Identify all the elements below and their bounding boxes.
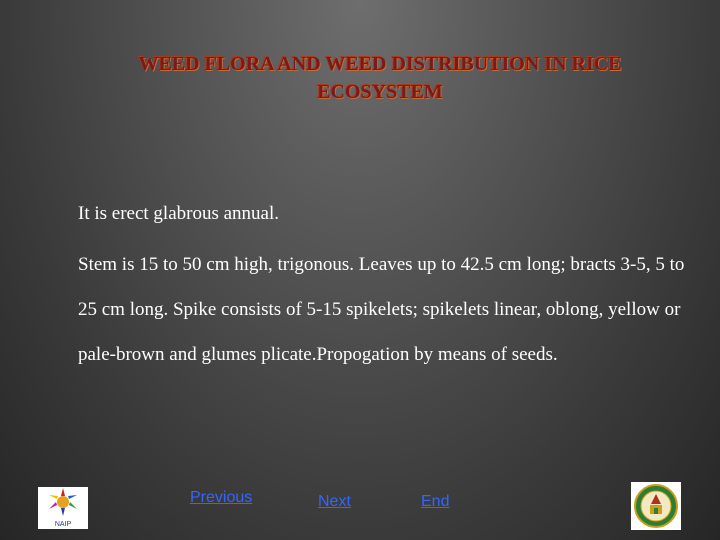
slide-title-line1: WEED FLORA AND WEED DISTRIBUTION IN RICE xyxy=(138,53,622,75)
end-link[interactable]: End xyxy=(421,493,450,510)
university-seal-icon xyxy=(631,482,681,530)
naip-caption: NAIP xyxy=(54,521,72,528)
slide-title xyxy=(40,50,720,106)
previous-link[interactable]: Previous xyxy=(190,489,253,506)
paragraph-1: It is erect glabrous annual. xyxy=(78,203,280,224)
slide-title-line2: ECOSYSTEM xyxy=(317,81,443,103)
next-link[interactable]: Next xyxy=(318,493,351,510)
naip-logo-icon xyxy=(38,487,88,529)
paragraph-2: Stem is 15 to 50 cm high, trigonous. Leaves up to 42.5 cm long; bracts 3-5, 5 to 25 cm long. Spike consists of 5-15 spikelets; spikelets linear, oblong, yellow or pale-brown and glumes plicate.Propogation by means of seeds. xyxy=(78,254,685,365)
slide-body xyxy=(78,198,698,377)
